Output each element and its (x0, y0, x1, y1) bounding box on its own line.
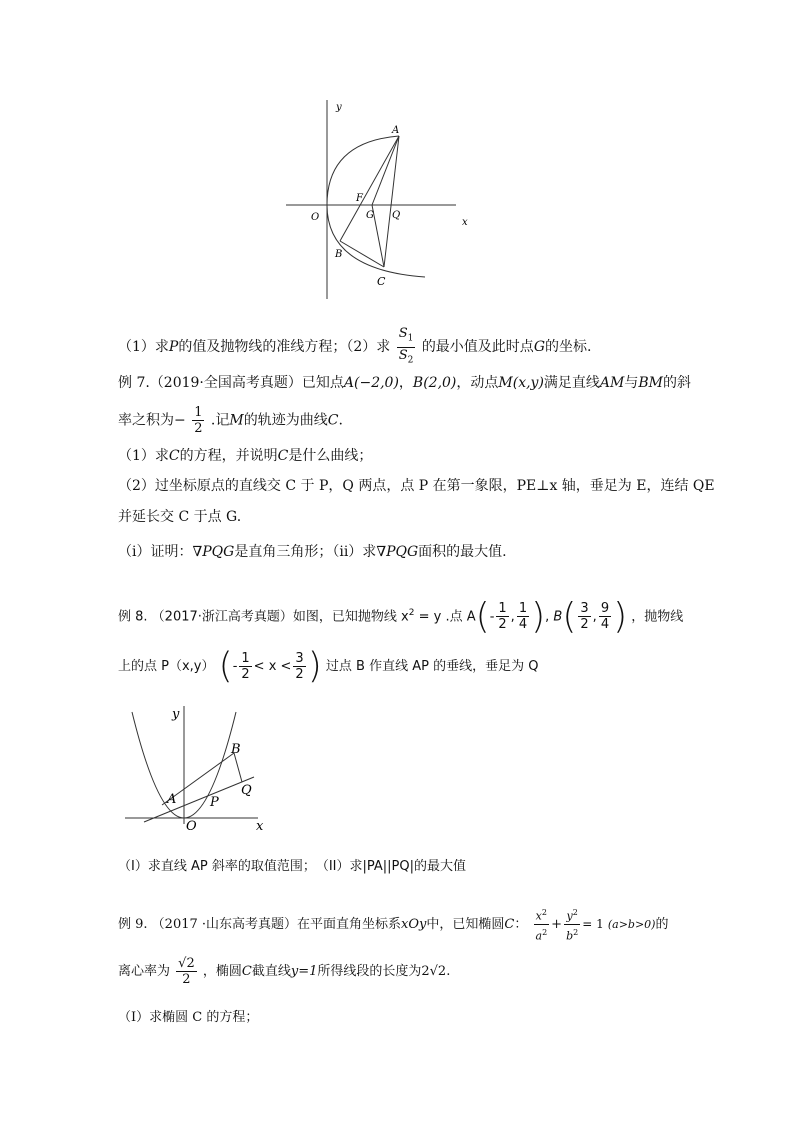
label-G: G (366, 210, 374, 221)
question-prev: （1）求P的值及抛物线的准线方程；（2）求 $\frac{S_1}{S_2}$ 的最小值及此时点G的坐标. (118, 326, 591, 368)
label-F: F (356, 193, 363, 204)
ex7-q2-line2: 并延长交 C 于点 G. (118, 509, 242, 525)
label-A: A (392, 125, 400, 136)
label-y: y (336, 102, 342, 113)
ex9-q1: （Ⅰ）求椭圆 C 的方程； (118, 1010, 259, 1025)
label-O: O (311, 212, 320, 223)
label-y: y (172, 707, 180, 722)
ex7-q2-line1: （2）过坐标原点的直线交 C 于 P，Q 两点，点 P 在第一象限，PE⊥x 轴，垂足为 E，连结 QE (118, 478, 715, 494)
ex7-line1: 例 7.（2019·全国高考真题）已知点A(−2,0)，B(2,0)，动点M(x,y)满足直线AM与BM的斜 (118, 375, 691, 391)
label-Q: Q (392, 210, 401, 221)
label-P: P (210, 795, 219, 810)
line-AP-extended (144, 777, 254, 822)
ex9-line1: 例 9. （2017 ·山东高考真题）在平面直角坐标系xOy中，已知椭圆C： $\frac{x^2}{a^2}$ + $\frac{y^2}{b^2}$ = 1 (a>b>0)的 (118, 902, 669, 947)
ex9-line2: 离心率为 $\frac{√2}{2}$ ，椭圆C截直线y=1所得线段的长度为2√2. (118, 956, 451, 987)
label-x: x (256, 819, 264, 834)
label-B: B (231, 742, 241, 757)
label-A: A (167, 792, 177, 807)
label-O: O (186, 819, 197, 834)
ex7-q3: （i）证明：∇PQG是直角三角形；（ii）求∇PQG面积的最大值. (118, 544, 507, 560)
label-C: C (377, 275, 386, 288)
figure-parabola-AP-BQ (122, 700, 272, 840)
segment-BQ (234, 753, 242, 782)
ex8-line2: 上的点 P（x,y） (- $\frac{1}{2}$ < x < $\frac{3}{2}$ ) 过点 B 作直线 AP 的垂线，垂足为 Q (118, 645, 539, 687)
segment-BC (340, 241, 384, 267)
ex8-questions: （I）求直线 AP 斜率的取值范围； （II）求|PA||PQ|的最大值 (118, 859, 467, 874)
figure-parabola-focal-chord (280, 96, 480, 306)
segment-AB (340, 136, 399, 241)
ex8-line1: 例 8. （2017·浙江高考真题）如图，已知抛物线 $x^2 = y$ .点 A(- $\frac{1}{2}$ , $\frac{1}{4}$ ), B( $\frac{3}{2}$ , $\frac{9}{4}$ ) ，抛物线 (118, 595, 684, 637)
ex7-line2: 率之积为− $\frac{1}{2}$ .记M的轨迹为曲线C. (118, 405, 343, 436)
label-B: B (335, 249, 343, 260)
ex7-q1: （1）求C的方程，并说明C是什么曲线； (118, 448, 373, 464)
fraction-one-half: $\frac{1}{2}$ (194, 405, 203, 436)
fraction-s1-s2: $\frac{S_1}{S_2}$ (398, 326, 414, 366)
label-Q: Q (241, 783, 252, 798)
label-x: x (462, 217, 468, 228)
